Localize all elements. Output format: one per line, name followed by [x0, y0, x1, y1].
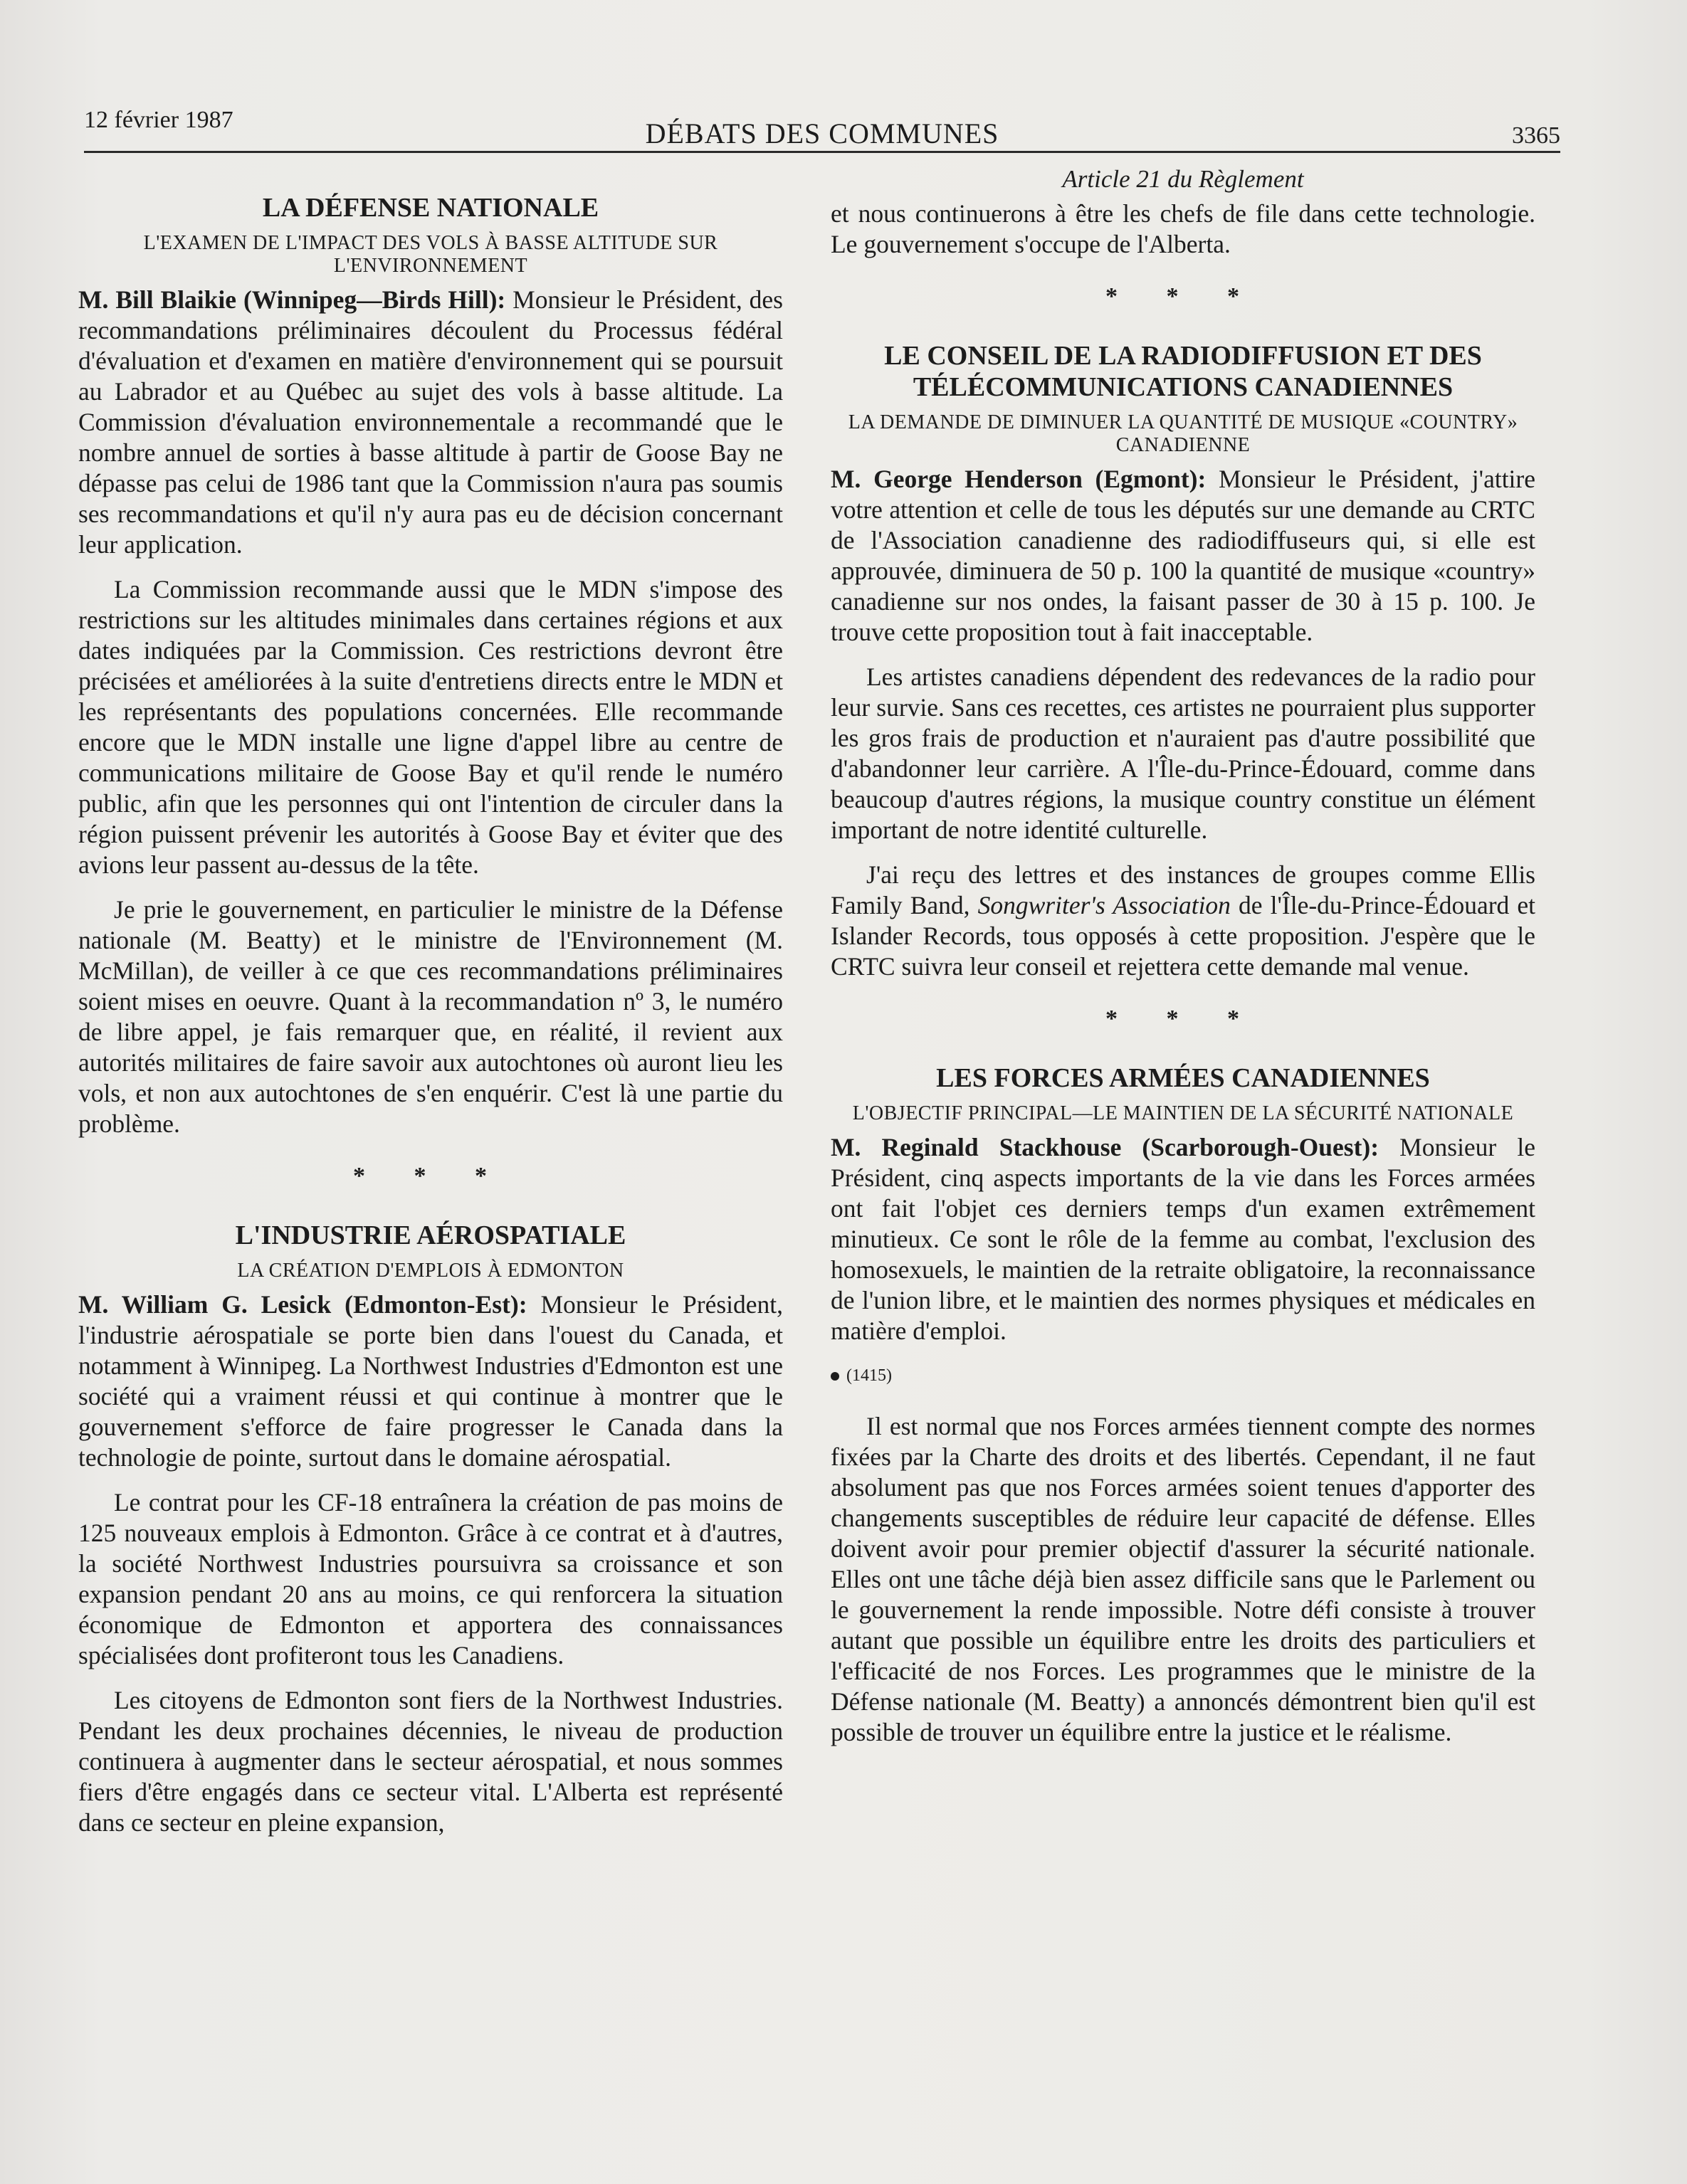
paragraph: et nous continuerons à être les chefs de file dans cette technologie. Le gouvernement s'occupe de l'Alberta. [831, 199, 1535, 258]
speaker-name: M. Bill Blaikie (Winnipeg—Birds Hill): [78, 285, 506, 314]
header-date: 12 février 1987 [84, 107, 233, 133]
paragraph: Les citoyens de Edmonton sont fiers de la Northwest Industries. Pendant les deux prochaines décennies, le niveau de production continuera à augmenter dans le secteur aérospatial, et nous sommes fiers d'être engagés dans ce secteur vital. L'Alberta est représenté dans ce secteur en pleine expansion, [78, 1686, 783, 1837]
section-title: LE CONSEIL DE LA RADIODIFFUSION ET DES TÉLÉCOMMUNICATIONS CANADIENNES [884, 341, 1482, 402]
paragraph: M. George Henderson (Egmont): Monsieur le Président, j'attire votre attention et celle de tous les députés sur une demande au CRTC de l'Association canadienne des radiodiffuseurs qui, si elle est approuvée, diminuera de 50 p. 100 la quantité de musique «country» canadienne sur nos ondes, la faisant passer de 30 à 15 p. 100. Je trouve cette proposition tout à fait inacceptable. [831, 465, 1535, 646]
section-separator: * * * [353, 1163, 508, 1189]
timestamp: (1415) [831, 1361, 1535, 1391]
rule-reference: Article 21 du Règlement [1062, 165, 1304, 193]
section-subtitle: LA DEMANDE DE DIMINUER LA QUANTITÉ DE MUSIQUE «COUNTRY» CANADIENNE [848, 411, 1518, 456]
speaker-name: M. Reginald Stackhouse (Scarborough-Ouest): [831, 1133, 1379, 1161]
section-separator: * * * [1105, 1006, 1261, 1032]
paragraph: Je prie le gouvernement, en particulier le ministre de la Défense nationale (M. Beatty) et le ministre de l'Environnement (M. McMillan), de veiller à ce que ces recommandations préliminaires soient mises en oeuvre. Quant à la recommandation nº 3, le numéro de libre appel, je fais remarquer que, en réalité, il revient aux autorités militaires de faire savoir aux autochtones où auront lieu les vols, et non aux autochtones de s'en enquérir. C'est là une partie du problème. [78, 895, 783, 1138]
section-title: LES FORCES ARMÉES CANADIENNES [936, 1063, 1430, 1093]
paragraph: M. Bill Blaikie (Winnipeg—Birds Hill): Monsieur le Président, des recommandations préliminaires découlent du Processus fédéral d'évaluation et d'examen en matière d'environnement qui se poursuit au Labrador et au Québec au sujet des vols à basse altitude. La Commission d'évaluation environnementale a recommandé que le nombre annuel de sorties à basse altitude à partir de Goose Bay ne dépasse pas celui de 1986 tant que la Commission n'aura pas soumis ses recommandations et qu'il n'y aura pas eu de décision concernant leur application. [78, 285, 783, 559]
section-subtitle: L'OBJECTIF PRINCIPAL—LE MAINTIEN DE LA SÉCURITÉ NATIONALE [852, 1102, 1514, 1124]
paragraph: Le contrat pour les CF-18 entraînera la création de pas moins de 125 nouveaux emplois à Edmonton. Grâce à ce contrat et à d'autres, la société Northwest Industries poursuivra sa croissance et son expansion pendant 20 ans au moins, ce qui renforcera la situation économique de Edmonton et apportera des connaissances spécialisées dont profiteront tous les Canadiens. [78, 1488, 783, 1669]
section-subtitle: L'EXAMEN DE L'IMPACT DES VOLS À BASSE ALTITUDE SUR L'ENVIRONNEMENT [143, 232, 718, 277]
paragraph: La Commission recommande aussi que le MDN s'impose des restrictions sur les altitudes minimales dans certaines régions et aux dates indiquées par la Commission. Ces restrictions devront être précisées et améliorées à la suite d'entretiens directs entre le MDN et les représentants des populations concernées. Elle recommande encore que le MDN installe une ligne d'appel libre au centre de communications militaire de Goose Bay et qu'il rende le numéro public, afin que les personnes qui ont l'intention de circuler dans la région puissent prévenir les autorités à Goose Bay et éviter que des avions leur passent au-dessus de la tête. [78, 575, 783, 879]
right-column [831, 164, 1535, 1762]
paragraph: M. Reginald Stackhouse (Scarborough-Ouest): Monsieur le Président, cinq aspects importants de la vie dans les Forces armées ont fait l'objet ces derniers temps d'un examen extrêmement minutieux. Ce sont le rôle de la femme au combat, l'exclusion des homosexuels, le maintien de la retraite obligatoire, la reconnaissance de l'union libre, et le maintien des normes physiques et médicales en matière d'emploi. [831, 1133, 1535, 1345]
italic-name: Songwriter's Association [977, 891, 1231, 919]
section-separator: * * * [1105, 283, 1261, 310]
paragraph: M. William G. Lesick (Edmonton-Est): Monsieur le Président, l'industrie aérospatiale se porte bien dans l'ouest du Canada, et notamment à Winnipeg. La Northwest Industries d'Edmonton est une société qui a vraiment réussi et qui continue à montrer que le gouvernement s'efforce de faire progresser le Canada dans la technologie de pointe, surtout dans le domaine aérospatial. [78, 1290, 784, 1472]
paragraph: Il est normal que nos Forces armées tiennent compte des normes fixées par la Charte des droits et des libertés. Cependant, il ne faut absolument pas que nos Forces armées soient tenues d'apporter des changements susceptibles de réduire leur capacité de défense. Elles doivent avoir pour premier objectif d'assurer la sécurité nationale. Elles ont une tâche déjà bien assez difficile sans que le Parlement ou le gouvernement la rende impossible. Notre défi consiste à trouver autant que possible un équilibre entre les droits des particuliers et l'efficacité de nos Forces. Les programmes que le ministre de la Défense nationale (M. Beatty) a annoncés démontrent bien qu'il est possible de trouver un équilibre entre la justice et le réalisme. [831, 1412, 1535, 1746]
paragraph: J'ai reçu des lettres et des instances de groupes comme Ellis Family Band, Songwriter's Association de l'Île-du-Prince-Édouard et Islander Records, tous opposés à cette proposition. J'espère que le CRTC suivra leur conseil et rejettera cette demande mal venue. [831, 860, 1535, 981]
left-column [78, 164, 783, 1852]
bullet-icon [831, 1372, 839, 1381]
header-title: DÉBATS DES COMMUNES [645, 117, 999, 149]
paragraph: Les artistes canadiens dépendent des redevances de la radio pour leur survie. Sans ces recettes, ces artistes ne pourraient plus supporter les gros frais de production et n'auraient pas d'autre possibilité que d'abandonner leur carrière. A l'Île-du-Prince-Édouard, comme dans beaucoup d'autres régions, la musique country constitue un élément important de notre identité culturelle. [831, 663, 1535, 844]
speaker-name: M. William G. Lesick (Edmonton-Est): [78, 1290, 527, 1319]
section-subtitle: LA CRÉATION D'EMPLOIS À EDMONTON [237, 1260, 624, 1282]
speaker-name: M. George Henderson (Egmont): [831, 465, 1207, 493]
running-header [84, 107, 1560, 153]
page-number: 3365 [1512, 122, 1560, 149]
section-title: L'INDUSTRIE AÉROSPATIALE [235, 1220, 626, 1250]
section-title: LA DÉFENSE NATIONALE [262, 193, 599, 223]
